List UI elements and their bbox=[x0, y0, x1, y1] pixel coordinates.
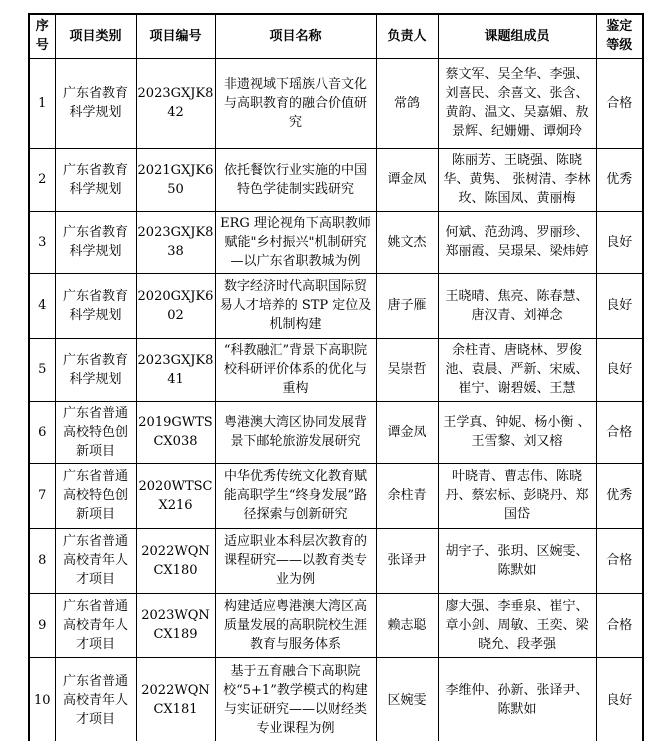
table-row bbox=[29, 593, 643, 657]
table-header bbox=[29, 14, 643, 58]
table-body bbox=[29, 58, 643, 741]
table-row bbox=[29, 338, 643, 401]
cell-code: 2022WQNCX180 bbox=[136, 528, 215, 593]
cell-title: 粤港澳大湾区协同发展背景下邮轮旅游发展研究 bbox=[215, 401, 376, 463]
cell-grade: 合格 bbox=[596, 58, 643, 148]
cell-title: 构建适应粤港澳大湾区高质量发展的高职院校生涯教育与服务体系 bbox=[215, 593, 376, 657]
cell-no: 1 bbox=[29, 58, 55, 148]
header-leader: 负责人 bbox=[376, 14, 438, 58]
cell-members: 蔡文军、吴全华、李强、刘喜民、余喜文、张含、黄韵、温文、吴嘉媚、敖景辉、纪姗姗、谭炯玲 bbox=[438, 58, 596, 148]
cell-no: 8 bbox=[29, 528, 55, 593]
cell-code: 2019GWTSCX038 bbox=[136, 401, 215, 463]
cell-leader: 姚文杰 bbox=[376, 211, 438, 273]
cell-title: 依托餐饮行业实施的中国特色学徒制实践研究 bbox=[215, 148, 376, 211]
table-row bbox=[29, 657, 643, 741]
cell-grade: 良好 bbox=[596, 338, 643, 401]
cell-no: 7 bbox=[29, 463, 55, 528]
cell-members: 陈丽芳、王晓强、陈晓华、黄隽、 张树清、李林玫、陈国凤、黄丽梅 bbox=[438, 148, 596, 211]
cell-code: 2020GXJK602 bbox=[136, 273, 215, 338]
table-row bbox=[29, 148, 643, 211]
cell-no: 6 bbox=[29, 401, 55, 463]
table-row bbox=[29, 401, 643, 463]
cell-members: 何斌、范劲鸿、罗丽珍、郑丽霞、吴璟杲、梁炜婷 bbox=[438, 211, 596, 273]
cell-grade: 合格 bbox=[596, 593, 643, 657]
cell-leader: 区婉雯 bbox=[376, 657, 438, 741]
projects-table bbox=[28, 13, 644, 741]
cell-title: 基于五育融合下高职院校“5+1”教学模式的构建与实证研究——以财经类专业课程为例 bbox=[215, 657, 376, 741]
cell-members: 叶晓青、曹志伟、陈晓丹、蔡宏标、彭晓丹、郑国岱 bbox=[438, 463, 596, 528]
cell-grade: 合格 bbox=[596, 401, 643, 463]
cell-category: 广东省教育科学规划 bbox=[55, 273, 136, 338]
table-row bbox=[29, 463, 643, 528]
cell-leader: 谭金凤 bbox=[376, 401, 438, 463]
cell-title: 数字经济时代高职国际贸易人才培养的 STP 定位及机制构建 bbox=[215, 273, 376, 338]
table-row bbox=[29, 528, 643, 593]
cell-grade: 良好 bbox=[596, 273, 643, 338]
cell-members: 廖大强、李垂泉、崔宁、章小剑、周敏、王奕、梁晓允、段孝强 bbox=[438, 593, 596, 657]
cell-category: 广东省教育科学规划 bbox=[55, 58, 136, 148]
cell-title: 适应职业本科层次教育的课程研究——以教育类专业为例 bbox=[215, 528, 376, 593]
cell-no: 2 bbox=[29, 148, 55, 211]
cell-members: 李维仲、孙新、张译尹、陈默如 bbox=[438, 657, 596, 741]
cell-no: 5 bbox=[29, 338, 55, 401]
cell-code: 2023WQNCX189 bbox=[136, 593, 215, 657]
header-title: 项目名称 bbox=[215, 14, 376, 58]
cell-leader: 赖志聪 bbox=[376, 593, 438, 657]
cell-no: 3 bbox=[29, 211, 55, 273]
cell-grade: 合格 bbox=[596, 528, 643, 593]
cell-members: 王学真、钟妮、杨小衡 、王雪黎、刘又榕 bbox=[438, 401, 596, 463]
cell-members: 王晓晴、焦亮、陈春慧、唐汉青、刘禅念 bbox=[438, 273, 596, 338]
cell-title: 中华优秀传统文化教育赋能高职学生“终身发展”路径探索与创新研究 bbox=[215, 463, 376, 528]
cell-grade: 优秀 bbox=[596, 463, 643, 528]
cell-category: 广东省普通高校特色创新项目 bbox=[55, 463, 136, 528]
cell-category: 广东省教育科学规划 bbox=[55, 338, 136, 401]
cell-members: 胡宇子、张玥、区婉雯、陈默如 bbox=[438, 528, 596, 593]
cell-code: 2023GXJK841 bbox=[136, 338, 215, 401]
header-grade: 鉴定等级 bbox=[596, 14, 643, 58]
cell-category: 广东省普通高校青年人才项目 bbox=[55, 528, 136, 593]
cell-leader: 余柱青 bbox=[376, 463, 438, 528]
header-row bbox=[29, 14, 643, 58]
cell-code: 2023GXJK842 bbox=[136, 58, 215, 148]
cell-category: 广东省普通高校青年人才项目 bbox=[55, 593, 136, 657]
cell-grade: 良好 bbox=[596, 211, 643, 273]
cell-title: ERG 理论视角下高职教师赋能"乡村振兴"机制研究—以广东省职教城为例 bbox=[215, 211, 376, 273]
cell-members: 余柱青、唐晓林、罗俊池、袁晨、严新、宋威、崔宁、谢碧媛、王慧 bbox=[438, 338, 596, 401]
cell-leader: 唐子雁 bbox=[376, 273, 438, 338]
cell-leader: 吴崇哲 bbox=[376, 338, 438, 401]
header-members: 课题组成员 bbox=[438, 14, 596, 58]
cell-grade: 良好 bbox=[596, 657, 643, 741]
cell-category: 广东省普通高校青年人才项目 bbox=[55, 657, 136, 741]
cell-category: 广东省教育科学规划 bbox=[55, 148, 136, 211]
table-row bbox=[29, 58, 643, 148]
cell-no: 9 bbox=[29, 593, 55, 657]
cell-code: 2021GXJK650 bbox=[136, 148, 215, 211]
cell-code: 2020WTSCX216 bbox=[136, 463, 215, 528]
table-row bbox=[29, 211, 643, 273]
cell-no: 4 bbox=[29, 273, 55, 338]
header-category: 项目类别 bbox=[55, 14, 136, 58]
cell-leader: 常鸽 bbox=[376, 58, 438, 148]
cell-title: 非遗视域下瑶族八音文化与高职教育的融合价值研究 bbox=[215, 58, 376, 148]
cell-no: 10 bbox=[29, 657, 55, 741]
cell-leader: 谭金凤 bbox=[376, 148, 438, 211]
cell-code: 2022WQNCX181 bbox=[136, 657, 215, 741]
header-code: 项目编号 bbox=[136, 14, 215, 58]
cell-category: 广东省教育科学规划 bbox=[55, 211, 136, 273]
cell-title: “科教融汇”背景下高职院校科研评价体系的优化与重构 bbox=[215, 338, 376, 401]
cell-leader: 张译尹 bbox=[376, 528, 438, 593]
cell-grade: 优秀 bbox=[596, 148, 643, 211]
table-row bbox=[29, 273, 643, 338]
header-no: 序号 bbox=[29, 14, 55, 58]
cell-category: 广东省普通高校特色创新项目 bbox=[55, 401, 136, 463]
cell-code: 2023GXJK838 bbox=[136, 211, 215, 273]
